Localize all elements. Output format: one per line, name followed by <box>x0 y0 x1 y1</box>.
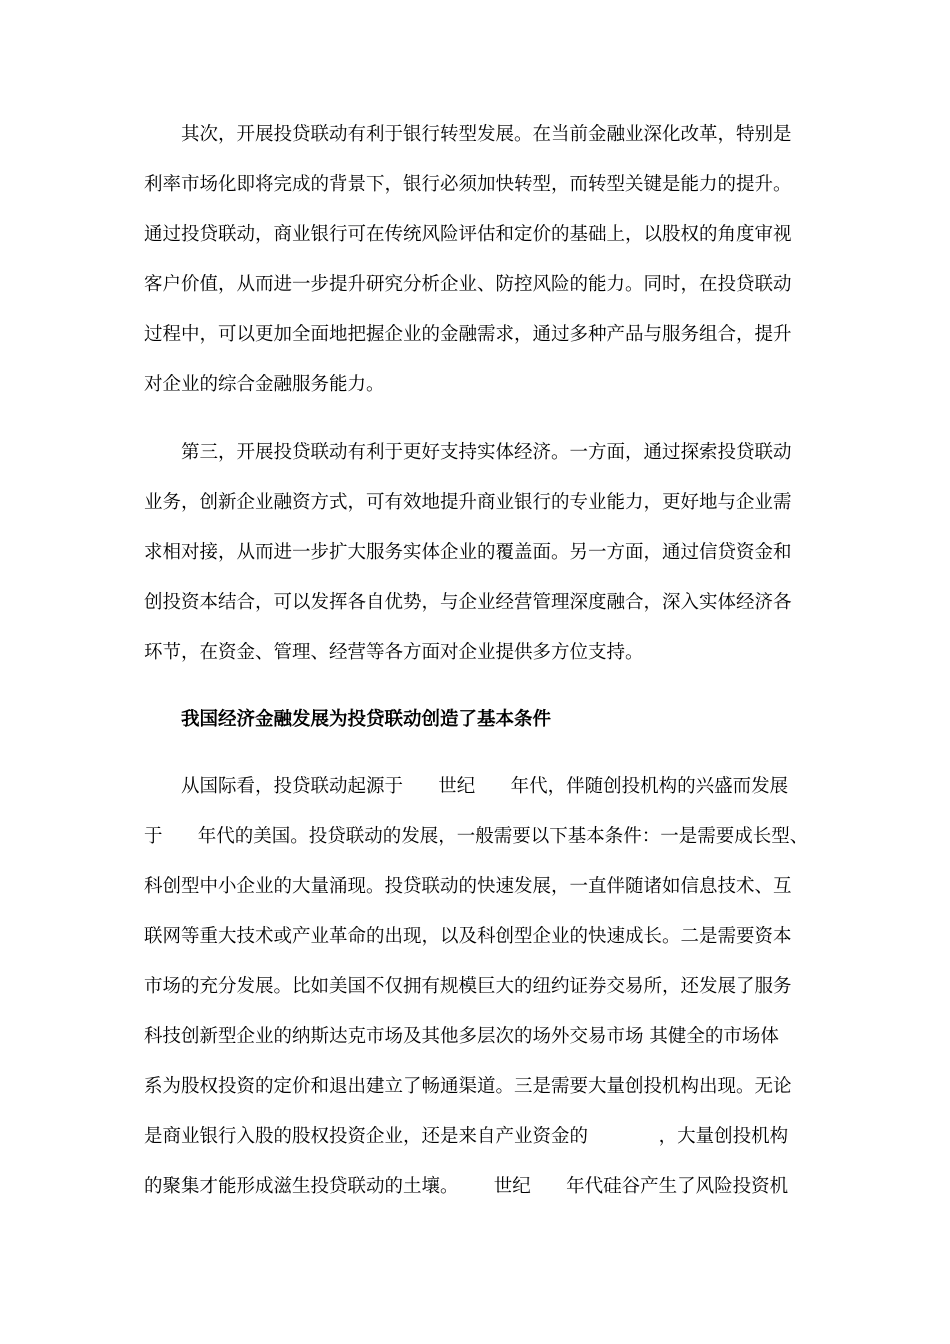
paragraph-3-line-5: 市场的充分发展。比如美国不仅拥有规模巨大的纽约证券交易所，还发展了服务 <box>144 976 792 997</box>
paragraph-2-line-4: 创投资本结合，可以发挥各自优势，与企业经营管理深度融合，深入实体经济各 <box>144 592 792 613</box>
paragraph-1-line-6: 对企业的综合金融服务能力。 <box>144 374 385 395</box>
paragraph-2-line-3: 求相对接，从而进一步扩大服务实体企业的覆盖面。另一方面，通过信贷资金和 <box>144 542 792 563</box>
paragraph-1-line-1: 其次，开展投贷联动有利于银行转型发展。在当前金融业深化改革，特别是 <box>181 124 792 145</box>
paragraph-3-line-7: 系为股权投资的定价和退出建立了畅通渠道。三是需要大量创投机构出现。无论 <box>144 1076 792 1097</box>
paragraph-3-line-3: 科创型中小企业的大量涌现。投贷联动的快速发展，一直伴随诸如信息技术、互 <box>144 876 792 897</box>
paragraph-3-line-9: 的聚集才能形成滋生投贷联动的土壤。 世纪 年代硅谷产生了风险投资机 <box>144 1176 789 1197</box>
paragraph-2-line-5: 环节，在资金、管理、经营等各方面对企业提供多方位支持。 <box>144 642 644 663</box>
paragraph-3-line-4: 联网等重大技术或产业革命的出现，以及科创型企业的快速成长。二是需要资本 <box>144 926 792 947</box>
paragraph-1-line-5: 过程中，可以更加全面地把握企业的金融需求，通过多种产品与服务组合，提升 <box>144 324 792 345</box>
paragraph-3-line-1: 从国际看，投贷联动起源于 世纪 年代，伴随创投机构的兴盛而发展 <box>181 776 789 797</box>
paragraph-3-line-8: 是商业银行入股的股权投资企业，还是来自产业资金的 ，大量创投机构 <box>144 1126 789 1147</box>
paragraph-2-line-1: 第三，开展投贷联动有利于更好支持实体经济。一方面，通过探索投贷联动 <box>181 442 792 463</box>
section-heading: 我国经济金融发展为投贷联动创造了基本条件 <box>181 709 552 730</box>
paragraph-3-line-6: 科技创新型企业的纳斯达克市场及其他多层次的场外交易市场 其健全的市场体 <box>144 1026 779 1047</box>
paragraph-3-line-2: 于 年代的美国。投贷联动的发展，一般需要以下基本条件：一是需要成长型、 <box>144 826 809 847</box>
paragraph-2-line-2: 业务，创新企业融资方式，可有效地提升商业银行的专业能力，更好地与企业需 <box>144 492 792 513</box>
paragraph-1-line-2: 利率市场化即将完成的背景下，银行必须加快转型，而转型关键是能力的提升。 <box>144 174 792 195</box>
paragraph-1-line-3: 通过投贷联动，商业银行可在传统风险评估和定价的基础上，以股权的角度审视 <box>144 224 792 245</box>
paragraph-1-line-4: 客户价值，从而进一步提升研究分析企业、防控风险的能力。同时，在投贷联动 <box>144 274 792 295</box>
